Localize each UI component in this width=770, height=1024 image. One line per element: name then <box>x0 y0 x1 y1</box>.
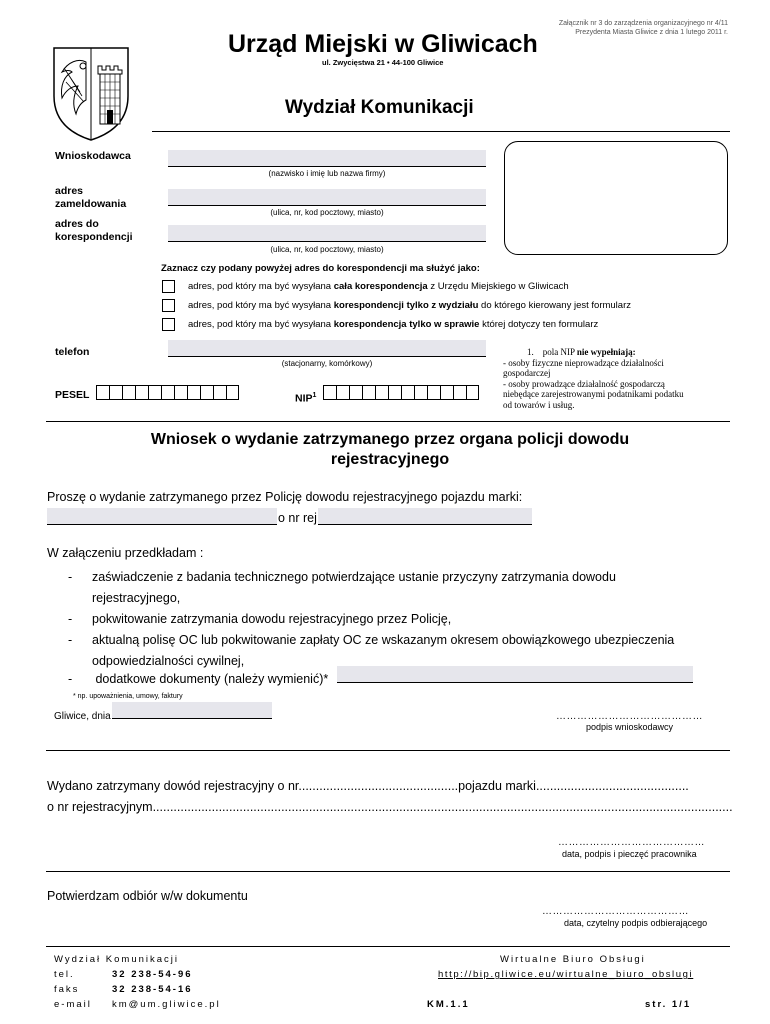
footer-tel-label: tel. <box>54 969 75 980</box>
nip-note-head-bold: nie wypełniają: <box>576 347 636 357</box>
request-title-line-1: Wniosek o wydanie zatrzymanego przez organa policji dowodu <box>150 431 630 448</box>
attachment-note <box>559 19 728 37</box>
receipt-text: Potwierdzam odbiór w/w dokumentu <box>47 889 248 903</box>
nip-footnote-mark: 1 <box>312 392 317 399</box>
option-2-text-bold: korespondencji tylko z wydziału <box>333 300 479 311</box>
nip-note-line: - osoby prowadzące działalność gospodarczą <box>503 378 665 389</box>
attachment-item-text: pokwitowanie zatrzymania dowodu rejestracyjnego przez Policję, <box>92 612 452 626</box>
checkbox-all-correspondence[interactable] <box>162 280 175 293</box>
residence-label-line-2: zameldowania <box>55 198 127 210</box>
option-2-text-post: do którego kierowany jest formularz <box>478 300 631 311</box>
correspondence-label-line-1: adres do <box>55 218 99 230</box>
correspondence-label <box>55 218 133 244</box>
option-1-text-post: z Urzędu Miejskiego w Gliwicach <box>427 281 569 292</box>
residence-caption: (ulica, nr, kod pocztowy, miasto) <box>270 208 384 217</box>
option-3-text-pre: adres, pod który ma być wysyłana <box>188 319 334 330</box>
phone-label: telefon <box>55 346 90 358</box>
nip-note-head-text: pola NIP <box>542 347 577 357</box>
attachment-item: - zaświadczenie z badania technicznego potwierdzające ustanie przyczyny zatrzymania dowodu <box>68 570 616 584</box>
other-docs-item: - dodatkowe dokumenty (należy wymienić)* <box>68 672 329 686</box>
form-code: KM.1.1 <box>427 999 470 1010</box>
footer-email[interactable]: km@um.gliwice.pl <box>112 999 221 1010</box>
nip-note <box>503 347 738 410</box>
stamp-box <box>504 141 728 255</box>
attachments-list <box>68 567 674 672</box>
checkbox-department-correspondence[interactable] <box>162 299 175 312</box>
coat-of-arms-icon <box>50 44 132 142</box>
nip-note-head <box>503 347 738 358</box>
nip-label <box>295 389 316 406</box>
option-3-text-bold: korespondencja tylko w sprawie <box>333 319 480 330</box>
applicant-name-field[interactable] <box>168 150 486 167</box>
option-3-text-post: której dotyczy ten formularz <box>479 319 599 330</box>
attachment-note-line-2: Prezydenta Miasta Gliwice z dnia 1 lutego 2011 r. <box>575 29 728 36</box>
nip-label-text: NIP <box>295 392 313 405</box>
request-title-line-2: rejestracyjnego <box>330 451 450 468</box>
other-docs-field[interactable] <box>337 666 693 683</box>
nip-note-line: gospodarczej <box>503 368 551 378</box>
issue-divider <box>46 750 730 751</box>
page-number: str. 1/1 <box>645 999 692 1010</box>
phone-caption: (stacjonarny, komórkowy) <box>281 359 373 368</box>
city-date-label: Gliwice, dnia <box>54 711 111 722</box>
reg-no-field[interactable] <box>318 508 532 525</box>
recipient-signature-line: …………………………………… <box>542 906 689 917</box>
correspondence-label-line-2: korespondencji <box>55 231 133 243</box>
option-department-correspondence <box>188 300 631 311</box>
other-docs-label: dodatkowe dokumenty (należy wymienić)* <box>92 672 329 686</box>
header-divider <box>152 131 730 132</box>
attachment-item: - aktualną polisę OC lub pokwitowanie zapłaty OC ze wskazanym okresem obowiązkowego ubezpieczenia <box>68 633 675 647</box>
request-title <box>40 430 740 470</box>
vehicle-make-field[interactable] <box>47 508 277 525</box>
address-choice-question: Zaznacz czy podany powyżej adres do korespondencji ma służyć jako: <box>161 263 480 274</box>
nip-note-line: od towarów i usług. <box>503 399 575 410</box>
correspondence-address-field[interactable] <box>168 225 486 242</box>
residence-label-line-1: adres <box>55 185 84 197</box>
footer-divider <box>46 946 730 947</box>
option-2-text-pre: adres, pod który ma być wysyłana <box>188 300 334 311</box>
footer-tel: 32 238-54-96 <box>112 969 193 980</box>
office-address: ul. Zwycięstwa 21 • 44-100 Gliwice <box>322 58 444 67</box>
applicant-signature-caption: podpis wnioskodawcy <box>586 722 674 732</box>
recipient-signature-caption: data, czytelny podpis odbierającego <box>564 918 708 928</box>
option-1-text-bold: cała korespondencja <box>333 281 428 292</box>
employee-signature-line: …………………………………… <box>558 837 705 848</box>
phone-field[interactable] <box>168 340 486 357</box>
footer-fax: 32 238-54-16 <box>112 984 193 995</box>
attachment-item-text: rejestracyjnego, <box>92 591 181 605</box>
attachment-item-text: aktualną polisę OC lub pokwitowanie zapłaty OC ze wskazanym okresem obowiązkowego ubezpieczenia <box>92 633 675 647</box>
attachment-item-text: odpowiedzialności cywilnej, <box>92 654 245 668</box>
residence-label <box>55 185 126 211</box>
request-intro: Proszę o wydanie zatrzymanego przez Policję dowodu rejestracyjnego pojazdu marki: <box>47 490 523 504</box>
issue-line-2: o nr rejestracyjnym....................................................................................................................................................................... <box>47 800 733 814</box>
footnote: * np. upoważnienia, umowy, faktury <box>73 693 183 700</box>
option-all-correspondence <box>188 281 569 292</box>
attachment-item-text: zaświadczenie z badania technicznego potwierdzające ustanie przyczyny zatrzymania dowodu <box>92 570 616 584</box>
reg-no-label: o nr rej <box>278 511 317 525</box>
applicant-name-caption: (nazwisko i imię lub nazwa firmy) <box>268 169 386 178</box>
checkbox-case-correspondence[interactable] <box>162 318 175 331</box>
section-divider <box>46 421 730 422</box>
footer-department: Wydział Komunikacji <box>54 954 180 965</box>
option-case-correspondence <box>188 319 598 330</box>
nip-note-number: 1. <box>527 347 534 357</box>
footer-portal-link[interactable]: http://bip.gliwice.eu/wirtualne_biuro_obslugi <box>438 969 694 980</box>
date-field[interactable] <box>112 702 272 719</box>
nip-boxes[interactable] <box>323 385 479 400</box>
employee-signature-caption: data, podpis i pieczęć pracownika <box>562 849 697 859</box>
attachments-label: W załączeniu przedkładam : <box>47 546 204 560</box>
option-1-text-pre: adres, pod który ma być wysyłana <box>188 281 334 292</box>
attachment-item: - pokwitowanie zatrzymania dowodu rejestracyjnego przez Policję, <box>68 612 452 626</box>
footer-email-label: e-mail <box>54 999 92 1010</box>
nip-note-line: - osoby fizyczne nieprowadzące działalności <box>503 357 664 368</box>
residence-address-field[interactable] <box>168 189 486 206</box>
issue-line-1: Wydano zatrzymany dowód rejestracyjny o nr..............................................pojazdu marki............................................ <box>47 779 689 793</box>
footer-fax-label: faks <box>54 984 80 995</box>
correspondence-caption: (ulica, nr, kod pocztowy, miasto) <box>270 245 384 254</box>
receipt-divider <box>46 871 730 872</box>
attachment-item-cont <box>68 588 674 609</box>
department-title: Wydział Komunikacji <box>285 97 474 118</box>
applicant-signature-line: …………………………………… <box>556 711 703 722</box>
pesel-label: PESEL <box>55 389 90 401</box>
applicant-label: Wnioskodawca <box>55 150 131 162</box>
office-title: Urząd Miejski w Gliwicach <box>228 30 538 58</box>
attachment-note-line-1: Załącznik nr 3 do zarządzenia organizacyjnego nr 4/11 <box>558 20 728 27</box>
pesel-boxes[interactable] <box>96 385 239 400</box>
footer-portal-name: Wirtualne Biuro Obsługi <box>500 954 646 965</box>
nip-note-line: niebędące zarejestrowanymi podatnikami podatku <box>503 389 684 399</box>
